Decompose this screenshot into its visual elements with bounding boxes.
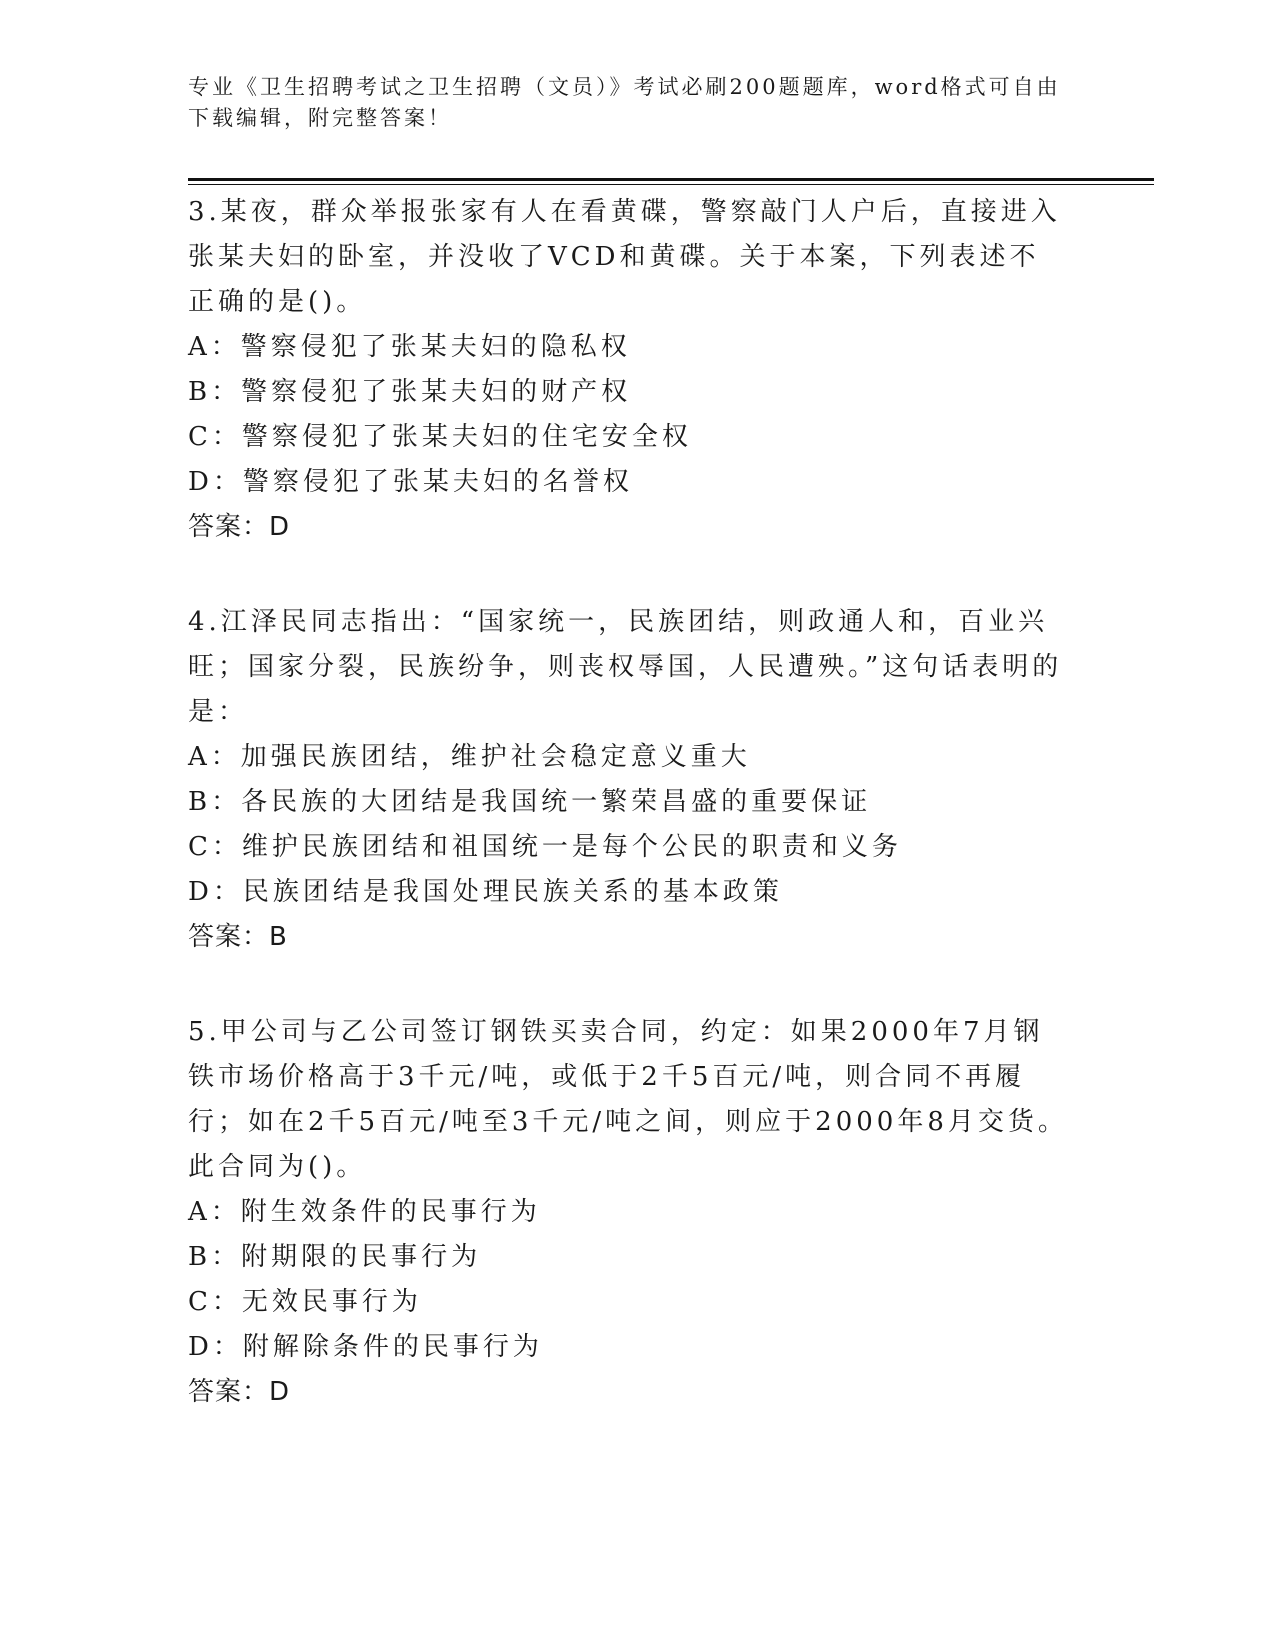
option-b: B：附期限的民事行为 [188,1242,482,1272]
option-d: D：警察侵犯了张某夫妇的名誉权 [188,467,633,497]
question-list [188,190,1078,1465]
option-c: C：无效民事行为 [188,1287,422,1317]
question-5 [188,1010,1078,1415]
question-stem: 3.某夜，群众举报张家有人在看黄碟，警察敲门人户后，直接进入张某夫妇的卧室，并没收了VCD和黄碟。关于本案，下列表述不正确的是()。 [188,197,1061,317]
option-c: C：警察侵犯了张某夫妇的住宅安全权 [188,422,692,452]
header-text: 专业《卫生招聘考试之卫生招聘（文员）》考试必刷200题题库，word格式可自由下载编辑，附完整答案！ [188,75,1061,130]
header-divider-thin [188,184,1154,185]
document-header [188,72,1078,134]
option-b: B：警察侵犯了张某夫妇的财产权 [188,377,632,407]
option-a: A：附生效条件的民事行为 [188,1197,541,1227]
option-c: C：维护民族团结和祖国统一是每个公民的职责和义务 [188,832,902,862]
answer: 答案：B [188,922,288,952]
answer: 答案：D [188,1377,291,1407]
option-b: B：各民族的大团结是我国统一繁荣昌盛的重要保证 [188,787,872,817]
option-d: D：附解除条件的民事行为 [188,1332,543,1362]
option-a: A：警察侵犯了张某夫妇的隐私权 [188,332,631,362]
question-4 [188,600,1078,960]
question-stem: 4.江泽民同志指出：“国家统一，民族团结，则政通人和，百业兴旺；国家分裂，民族纷争，则丧权辱国，人民遭殃。”这句话表明的是： [188,607,1063,727]
header-divider-thick [188,178,1154,181]
question-stem: 5.甲公司与乙公司签订钢铁买卖合同，约定：如果2000年7月钢铁市场价格高于3千元/吨，或低于2千5百元/吨，则合同不再履行；如在2千5百元/吨至3千元/吨之间，则应于2000年8月交货。此合同为()。 [188,1017,1068,1182]
answer: 答案：D [188,512,291,542]
option-a: A：加强民族团结，维护社会稳定意义重大 [188,742,751,772]
option-d: D：民族团结是我国处理民族关系的基本政策 [188,877,783,907]
question-3 [188,190,1078,550]
